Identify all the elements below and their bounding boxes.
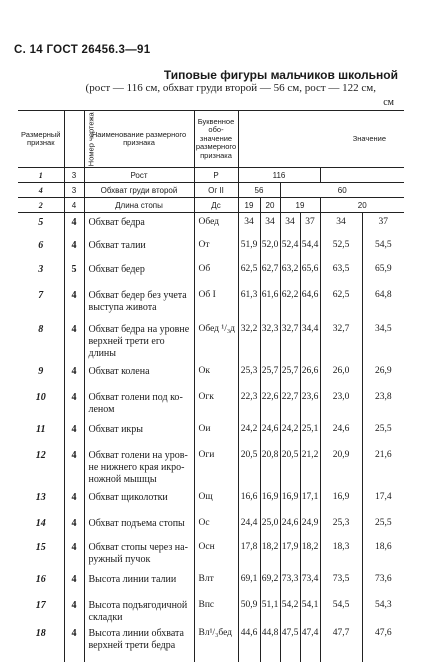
table-cell: 13 — [35, 491, 46, 503]
table-cell: 23,8 — [362, 388, 404, 420]
table-cell: 14 — [35, 517, 46, 529]
table-cell: 25,0 — [260, 514, 280, 538]
table-cell: 3 — [38, 263, 44, 275]
table-row — [18, 388, 404, 420]
table-cell: 4 — [64, 388, 84, 420]
table-cell: 5 — [64, 260, 84, 286]
table-cell: 65,9 — [362, 260, 404, 286]
table-cell: Об I — [194, 286, 238, 320]
table-cell: 18,3 — [320, 538, 362, 570]
table-cell: 23,0 — [320, 388, 362, 420]
data-rows — [18, 213, 404, 662]
table-cell: 54,5 — [320, 596, 362, 624]
table-cell: 63,2 — [280, 260, 300, 286]
table-row: 4 3 Обхват груди второй Ог II 56 60 — [18, 183, 404, 198]
table-cell: Обхват стопы через наружный пучок — [84, 538, 194, 570]
table-cell: 34 — [320, 213, 362, 236]
table-cell: 24,4 — [238, 514, 260, 538]
table-cell: 18,6 — [362, 538, 404, 570]
table-cell: 5 — [38, 217, 44, 228]
table-cell: 25,7 — [260, 362, 280, 388]
table-cell: Ощ — [194, 488, 238, 514]
table-cell: Обхват талии — [84, 236, 194, 260]
table-cell: 47,4 — [300, 624, 320, 662]
table-cell: Обхват бедра — [84, 213, 194, 236]
table-cell: 25,5 — [362, 514, 404, 538]
table-cell: Ок — [194, 362, 238, 388]
table-cell: 18,2 — [300, 538, 320, 570]
table-cell: Впс — [194, 596, 238, 624]
table-cell: Высота подъягодичной складки — [84, 596, 194, 624]
table-cell: 20,8 — [260, 446, 280, 488]
table-cell: 47,7 — [320, 624, 362, 662]
table-row: 1 3 Рост Р 116 — [18, 168, 404, 183]
table-cell: 11 — [36, 423, 46, 435]
table-cell: 34,4 — [300, 320, 320, 362]
table-cell: 44,8 — [260, 624, 280, 662]
table-cell: 24,6 — [280, 514, 300, 538]
table-cell: 4 — [64, 570, 84, 596]
table-cell: 62,7 — [260, 260, 280, 286]
table-cell: 32,7 — [280, 320, 300, 362]
table-cell: Вл¹/₃бед — [194, 624, 238, 662]
table-cell: 18,2 — [260, 538, 280, 570]
table-cell: 47,6 — [362, 624, 404, 662]
table-cell: 20,9 — [320, 446, 362, 488]
unit-label: см — [383, 97, 394, 108]
table-cell: 17,8 — [238, 538, 260, 570]
table-cell: 26,9 — [362, 362, 404, 388]
table-cell: 9 — [38, 365, 44, 377]
table-row — [18, 286, 404, 320]
table-cell: 26,6 — [300, 362, 320, 388]
table-cell: 50,9 — [238, 596, 260, 624]
table-cell: 24,6 — [320, 420, 362, 446]
table-cell: 34 — [238, 213, 260, 236]
table-cell: 22,3 — [238, 388, 260, 420]
table-cell: 4 — [64, 624, 84, 662]
table-cell: 7 — [38, 289, 44, 301]
table-row — [18, 420, 404, 446]
table-cell: 69,2 — [260, 570, 280, 596]
table-cell: 17 — [35, 599, 46, 611]
table-cell: 25,1 — [300, 420, 320, 446]
table-cell: Обхват бедер без учета выступа живота — [84, 286, 194, 320]
table-cell: 20,5 — [280, 446, 300, 488]
table-cell: 61,3 — [238, 286, 260, 320]
table-cell: 21,2 — [300, 446, 320, 488]
table-cell: Ои — [194, 420, 238, 446]
table-cell: Обхват голени на уровне нижнего края икроножной мышцы — [84, 446, 194, 488]
table-cell: 4 — [64, 286, 84, 320]
table-cell: 37 — [362, 213, 404, 236]
table-cell: 54,5 — [362, 236, 404, 260]
table-cell: 4 — [64, 596, 84, 624]
table-cell: 21,6 — [362, 446, 404, 488]
table-row — [18, 446, 404, 488]
table-cell: 64,8 — [362, 286, 404, 320]
table-cell: 16,6 — [238, 488, 260, 514]
table-cell: Обед — [194, 213, 238, 236]
table-cell: 51,1 — [260, 596, 280, 624]
table-cell: Обхват колена — [84, 362, 194, 388]
table-cell: Обхват икры — [84, 420, 194, 446]
table-cell: 32,3 — [260, 320, 280, 362]
table-cell: Влт — [194, 570, 238, 596]
table-cell: Оги — [194, 446, 238, 488]
table-row — [18, 514, 404, 538]
table-cell: Высота линии талии — [84, 570, 194, 596]
table-cell: 25,5 — [362, 420, 404, 446]
table-cell: 47,5 — [280, 624, 300, 662]
table-cell: Обхват подъема стопы — [84, 514, 194, 538]
table-cell: 4 — [64, 236, 84, 260]
table-cell: 62,5 — [238, 260, 260, 286]
table-cell: 25,7 — [280, 362, 300, 388]
table-cell: 73,3 — [280, 570, 300, 596]
table-row — [18, 362, 404, 388]
table-cell: 73,5 — [320, 570, 362, 596]
table-cell: 4 — [64, 362, 84, 388]
table-cell: 18 — [35, 627, 46, 639]
table-cell: 54,3 — [362, 596, 404, 624]
col-header-value: Значение — [238, 111, 404, 168]
table-cell: 17,4 — [362, 488, 404, 514]
table-row — [18, 570, 404, 596]
table-row — [18, 488, 404, 514]
col-header-code: Буквенное обозначение размерного признака — [194, 111, 238, 168]
table-cell: От — [194, 236, 238, 260]
table-cell: Обхват бедра на уровне верхней трети его длины — [84, 320, 194, 362]
table-cell: 17,1 — [300, 488, 320, 514]
table-cell: 12 — [35, 449, 46, 461]
col-header-num: Размерный признак — [18, 111, 64, 168]
table-cell: 64,6 — [300, 286, 320, 320]
table-cell: 52,4 — [280, 236, 300, 260]
table-cell: 32,2 — [238, 320, 260, 362]
table-cell: 24,2 — [280, 420, 300, 446]
table-cell: 63,5 — [320, 260, 362, 286]
table-cell: 24,9 — [300, 514, 320, 538]
table-cell: 62,5 — [320, 286, 362, 320]
table-cell: 24,6 — [260, 420, 280, 446]
table-cell: 23,6 — [300, 388, 320, 420]
table-cell: 4 — [64, 514, 84, 538]
table-cell: 52,5 — [320, 236, 362, 260]
table-cell: 34 — [260, 213, 280, 236]
col-header-fig: Номер чертежа — [64, 111, 84, 168]
table-cell: 8 — [38, 323, 44, 335]
table-cell: 4 — [64, 420, 84, 446]
table-cell: 20,5 — [238, 446, 260, 488]
table-cell: Осн — [194, 538, 238, 570]
table-row — [18, 596, 404, 624]
table-cell: Высота линии обхвата верхней трети бедра — [84, 624, 194, 662]
table-cell: 24,2 — [238, 420, 260, 446]
table-cell: 4 — [64, 538, 84, 570]
table-cell: 65,6 — [300, 260, 320, 286]
table-cell: 22,7 — [280, 388, 300, 420]
table-cell: 34 — [280, 213, 300, 236]
table-cell: 16,9 — [320, 488, 362, 514]
table-cell: Ос — [194, 514, 238, 538]
table-cell: 17,9 — [280, 538, 300, 570]
table-cell: 15 — [35, 541, 46, 553]
table-cell: Обхват бедер — [84, 260, 194, 286]
table-cell: 16,9 — [260, 488, 280, 514]
table-cell: 73,6 — [362, 570, 404, 596]
table-cell: 4 — [64, 213, 84, 236]
table-cell: 4 — [64, 446, 84, 488]
table-row: 2 4 Длина стопы Дс 19 20 19 20 — [18, 198, 404, 213]
table-row — [18, 236, 404, 260]
table-cell: 44,6 — [238, 624, 260, 662]
table-cell: 51,9 — [238, 236, 260, 260]
table-cell: 62,2 — [280, 286, 300, 320]
table-cell: 22,6 — [260, 388, 280, 420]
table-cell: Обхват щиколотки — [84, 488, 194, 514]
table-cell: 6 — [38, 239, 44, 251]
table-row — [18, 320, 404, 362]
table-cell: Огк — [194, 388, 238, 420]
table-row — [18, 624, 404, 662]
table-cell: 32,7 — [320, 320, 362, 362]
table-cell: Обед ¹/₃д — [194, 320, 238, 362]
table-cell: 10 — [35, 391, 46, 403]
table-cell: 4 — [64, 320, 84, 362]
table-cell: 16,9 — [280, 488, 300, 514]
table-row — [18, 213, 404, 236]
table-title: Типовые фигуры мальчиков школьной — [163, 68, 398, 82]
table-cell: Об — [194, 260, 238, 286]
table-header — [18, 111, 404, 168]
table-cell: 54,2 — [280, 596, 300, 624]
table-cell: 25,3 — [320, 514, 362, 538]
table-cell: 4 — [64, 488, 84, 514]
table-cell: 69,1 — [238, 570, 260, 596]
table-cell: 52,0 — [260, 236, 280, 260]
table-row — [18, 260, 404, 286]
table-cell: 16 — [35, 573, 46, 585]
table-cell: 73,4 — [300, 570, 320, 596]
table-cell: 61,6 — [260, 286, 280, 320]
table-cell: 37 — [300, 213, 320, 236]
table-subtitle: (рост — 116 см, обхват груди второй — 56 см, рост — 122 см, — [85, 82, 376, 94]
table-cell: Обхват голени под коленом — [84, 388, 194, 420]
col-header-name: Наименование размерного признака — [84, 111, 194, 168]
table-cell: 26,0 — [320, 362, 362, 388]
table-cell: 34,5 — [362, 320, 404, 362]
measurements-table — [18, 110, 404, 662]
page-header: С. 14 ГОСТ 26456.3—91 — [14, 44, 151, 56]
table-row — [18, 538, 404, 570]
table-cell: 54,1 — [300, 596, 320, 624]
table-cell: 54,4 — [300, 236, 320, 260]
table-cell: 25,3 — [238, 362, 260, 388]
